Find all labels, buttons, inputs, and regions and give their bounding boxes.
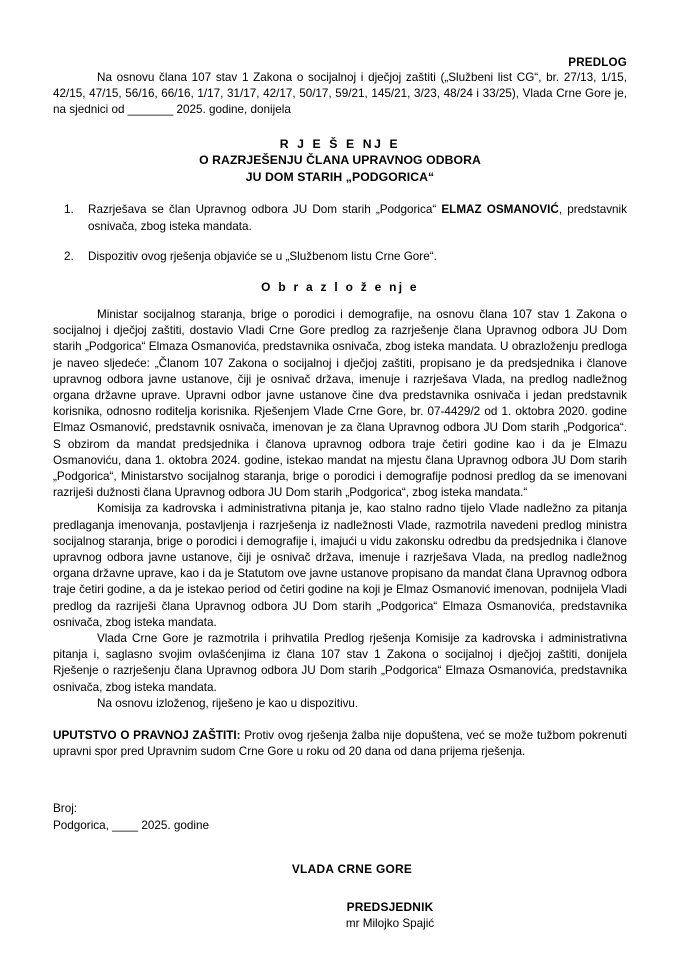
document-number-label: Broj: xyxy=(53,802,78,816)
title-line-institution: JU DOM STARIH „PODGORICA“ xyxy=(245,169,435,184)
list-item xyxy=(53,249,627,265)
explanation-heading: O b r a z l o ž e nj e xyxy=(261,280,419,294)
list-item-person-name: ELMAZ OSMANOVIĆ xyxy=(441,203,559,217)
title-line-subject: O RAZRJEŠENJU ČLANA UPRAVNOG ODBORA xyxy=(199,153,481,168)
document-title xyxy=(53,136,627,186)
legal-remedy-label: UPUTSTVO O PRAVNOJ ZAŠTITI: xyxy=(53,729,241,743)
explanation-paragraph-3: Vlada Crne Gore je razmotrila i prihvatila Predlog rješenja Komisije za kadrovska i administrativna pitanja i, saglasno svojim ovlašćenjima iz člana 107 stav 1 Zakona o socijalnoj i dječjoj zaštiti, donijela Rješenje o razrješenju člana Upravnog odbora JU Dom starih „Podgorica“ Elmaza Osmanovića, predstavnika osnivača, zbog isteka mandata. xyxy=(53,632,627,694)
document-place-date: Podgorica, ____ 2025. godine xyxy=(53,818,209,832)
list-item xyxy=(53,202,627,234)
government-name: VLADA CRNE GORE xyxy=(291,862,413,877)
explanation-paragraph-2: Komisija za kadrovska i administrativna pitanja je, kao stalno radno tijelo Vlade nadležno za pitanja predlaganja imenovanja, postavljenja i razrješenja iz nadležnosti Vlade, razmotrila navedeni predlog ministra socijalnog staranja, brige o porodici i demografije i, imajući u vidu zakonsku odredbu da predsjednika i članove upravnog odbora javne ustanove, čiji je osnivač država, imenuje i razrješava Vlada, na predlog nadležnog organa državne uprave, kao i da je Statutom ove javne ustanove propisano da mandat člana Upravnog odbora traje četiri godine, a da je istekao period od četiri godine na koji je Elmaz Osmanović imenovan, podnijela Vladi predlog da razriješi člana Upravnog odbora JU Dom starih „Podgorica“ Elmaza Osmanovića, predstavnika osnivača, zbog isteka mandata. xyxy=(53,502,627,629)
signature-block xyxy=(53,861,627,931)
document-content xyxy=(53,0,627,932)
president-name: mr Milojko Spajić xyxy=(345,916,435,930)
list-item-text-before: Razrješava se član Upravnog odbora JU Dom starih „Podgorica“ xyxy=(88,203,442,217)
explanation-paragraph-4: Na osnovu izloženog, riješeno je kao u dispozitivu. xyxy=(97,696,359,710)
document-footer-reference xyxy=(53,801,627,834)
explanation-paragraph-1: Ministar socijalnog staranja, brige o porodici i demografije, na osnovu člana 107 stav 1 Zakona o socijalnoj i dječjoj zaštiti, dostavio Vladi Crne Gore predlog za razrješenje člana Upravnog odbora JU Dom starih „Podgorica“ Elmaza Osmanovića, predstavnika osnivača, zbog isteka mandata. U obrazloženju predloga je naveo sljedeće: „Članom 107 Zakona o socijalnoj i dječjoj zaštiti, propisano je da predsjednika i članove upravnog odbora javne ustanove, čiji je osnivač država, imenuje i razrješava Vlada, na predlog nadležnog organa državne uprave. Upravni odbor javne ustanove čine dva predstavnika osnivača i jedan predstavnik korisnika, odnosno roditelja korisnika. Rješenjem Vlade Crne Gore, br. 07-4429/2 od 1. oktobra 2020. godine Elmaz Osmanović, predstavnik osnivača, imenovan je za člana Upravnog odbora JU Dom starih „Podgorica“. S obzirom da mandat predsjednika i članova upravnog odbora traje četiri godine kao i da je Elmazu Osmanoviću, dana 1. oktobra 2024. godine, istekao mandat na mjestu člana Upravnog odbora JU Dom starih „Podgorica“, Ministarstvo socijalnog staranja, brige o porodici i demografije podnosi predlog da se imenovani razriješi dužnosti člana Upravnog odbora JU Dom starih „Podgorica“, zbog isteka mandata.“ xyxy=(53,308,627,500)
document-status-label: PREDLOG xyxy=(568,56,627,69)
list-item-number: 1. xyxy=(64,203,74,217)
president-signature xyxy=(153,899,627,931)
legal-basis-paragraph: Na osnovu člana 107 stav 1 Zakona o socijalnoj i dječjoj zaštiti („Službeni list CG“, br. 27/13, 1/15, 42/15, 47/15, 56/16, 66/16, 1/17, 31/17, 42/17, 50/17, 59/21, 145/21, 3/23, 48/24 i 33/25), Vlada Crne Gore je, na sjednici od _______ 2025. godine, donijela xyxy=(53,71,627,117)
title-line-rjesenje: R J E Š E NJ E xyxy=(279,136,401,151)
legal-remedy-text: Protiv ovog rješenja žalba nije dopuštena, već se može tužbom pokrenuti upravni spor pred Upravnim sudom Crne Gore u roku od 20 dana od dana prijema rješenja. xyxy=(53,729,627,759)
list-item-text-after: , predstavnik osnivača, zbog isteka mandata. xyxy=(88,203,627,233)
list-item-number: 2. xyxy=(64,249,74,263)
dispositive-list xyxy=(53,202,627,265)
legal-remedy-notice xyxy=(53,728,627,760)
president-title: PREDSJEDNIK xyxy=(346,900,434,915)
list-item-text-before: Dispozitiv ovog rješenja objaviće se u „Službenom listu Crne Gore“. xyxy=(88,249,437,263)
